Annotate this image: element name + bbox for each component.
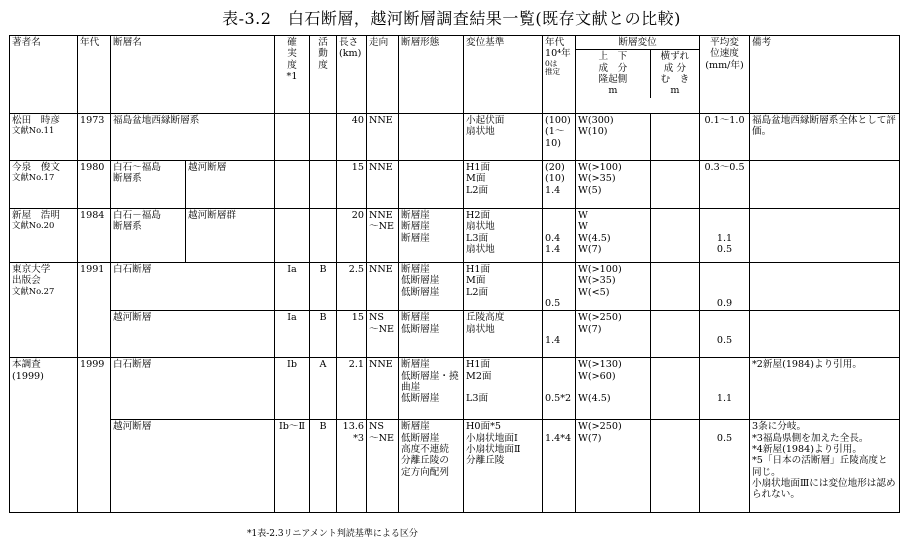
year-cell bbox=[78, 161, 111, 209]
activity-cell-text: B bbox=[319, 312, 327, 324]
fault-form-cell bbox=[399, 263, 464, 311]
length-cell-text: 2.5 bbox=[348, 264, 364, 275]
datum-cell bbox=[464, 420, 543, 513]
strike-cell bbox=[367, 420, 399, 513]
fault-name-cell-text: 白石断層 bbox=[113, 359, 152, 371]
datum-cell bbox=[464, 263, 543, 311]
fault-form-cell bbox=[399, 420, 464, 513]
fault-form-cell bbox=[399, 311, 464, 358]
strike-cell bbox=[367, 311, 399, 358]
fault-subname-cell-text: 越河断層群 bbox=[188, 210, 236, 221]
strike-cell-text: NNE ～NE bbox=[369, 210, 394, 233]
header-year: 年代 bbox=[78, 36, 111, 114]
fault-name-cell-text: 越河断層 bbox=[113, 421, 152, 433]
age-cell-text: (100) (1～ 10) bbox=[545, 115, 571, 149]
header-vertical: 上 下 成 分 隆起側 m bbox=[576, 50, 651, 97]
author-name: 今泉 俊文 bbox=[12, 162, 60, 173]
rate-cell-text: 0.9 bbox=[716, 297, 733, 309]
vertical-cell-text: W(>100) W(>35) W(<5) bbox=[578, 264, 622, 298]
year-cell-text: 1980 bbox=[80, 162, 105, 173]
remarks-cell bbox=[750, 209, 900, 263]
age-cell-text: 0.5*2 bbox=[545, 393, 572, 405]
age-cell-text: 0.5 bbox=[545, 297, 561, 309]
length-cell bbox=[337, 420, 367, 513]
strike-cell-text: NNE bbox=[369, 359, 393, 371]
remarks-cell-text: *2新屋(1984)より引用。 bbox=[752, 359, 862, 371]
year-cell-text: 1991 bbox=[80, 264, 105, 275]
header-fault-form: 断層形態 bbox=[399, 36, 464, 114]
rate-cell bbox=[700, 420, 750, 513]
lateral-cell bbox=[651, 263, 700, 311]
vertical-cell-text: W(>130) W(>60) W(4.5) bbox=[578, 359, 622, 405]
activity-cell bbox=[310, 358, 337, 420]
year-cell-text: 1973 bbox=[80, 115, 105, 126]
author-cell bbox=[10, 358, 78, 513]
strike-cell bbox=[367, 263, 399, 311]
age-cell-text: (20) (10) 1.4 bbox=[545, 162, 565, 196]
vertical-cell-text: W W W(4.5) W(7) bbox=[578, 210, 611, 255]
vertical-cell-text: W(>100) W(>35) W(5) bbox=[578, 162, 622, 196]
year-cell bbox=[78, 358, 111, 513]
fault-form-cell bbox=[399, 114, 464, 161]
length-cell bbox=[337, 358, 367, 420]
fault-name-cell bbox=[111, 114, 275, 161]
author-name: 本調査 (1999) bbox=[12, 359, 44, 382]
activity-cell bbox=[310, 263, 337, 311]
header-row bbox=[10, 36, 900, 114]
certainty-cell bbox=[275, 420, 310, 513]
rate-cell bbox=[700, 209, 750, 263]
lateral-cell bbox=[651, 420, 700, 513]
remarks-cell bbox=[750, 311, 900, 358]
remarks-cell-text: 3条に分岐。 *3福島県側を加えた全長。 *4新屋(1984)より引用。 *5「日本の活断層」丘陵高度と同じ。 小扇状地面Ⅲには変位地形は認められない。 bbox=[752, 421, 896, 501]
author-ref: 文献No.17 bbox=[12, 172, 55, 183]
rate-cell bbox=[700, 311, 750, 358]
footnote: *1表-2.3リニアメント判読基準による区分 bbox=[247, 529, 418, 539]
remarks-cell bbox=[750, 420, 900, 513]
datum-cell bbox=[464, 161, 543, 209]
author-name: 新屋 浩明 bbox=[12, 210, 60, 221]
strike-cell-text: NNE bbox=[369, 115, 393, 126]
strike-cell-text: NNE bbox=[369, 264, 393, 275]
header-activity: 活 動 度 bbox=[310, 36, 337, 114]
author-cell bbox=[10, 209, 78, 263]
fault-name-cell-text: 白石－福島 断層系 bbox=[113, 210, 161, 233]
rate-cell bbox=[700, 263, 750, 311]
fault-subname-cell-text: 越河断層 bbox=[188, 162, 227, 173]
header-lateral: 横ずれ 成 分 む き m bbox=[660, 51, 690, 97]
datum-cell-text: H1面 M面 L2面 bbox=[466, 162, 491, 196]
year-cell bbox=[78, 263, 111, 358]
rate-cell-text: 0.3～0.5 bbox=[704, 162, 745, 173]
table-row bbox=[10, 311, 900, 358]
activity-cell bbox=[310, 420, 337, 513]
year-cell bbox=[78, 114, 111, 161]
certainty-cell bbox=[275, 209, 310, 263]
results-table bbox=[9, 35, 900, 513]
age-cell-text: 1.4 bbox=[545, 334, 561, 346]
lateral-cell bbox=[651, 114, 700, 161]
fault-form-cell-text: 断層崖 低断層崖・撓 曲崖 低断層崖 bbox=[401, 359, 459, 405]
activity-cell bbox=[310, 161, 337, 209]
rate-cell bbox=[700, 358, 750, 420]
fault-name-cell bbox=[111, 311, 275, 358]
rate-cell-text: 1.1 bbox=[716, 393, 733, 405]
strike-cell bbox=[367, 209, 399, 263]
fault-subname-cell bbox=[186, 161, 275, 209]
author-cell bbox=[10, 161, 78, 209]
lateral-cell bbox=[651, 311, 700, 358]
rate-cell-text: 0.1～1.0 bbox=[704, 115, 745, 126]
length-cell-text: 13.6 *3 bbox=[342, 421, 364, 444]
vertical-cell-text: W(>250) W(7) bbox=[578, 421, 622, 444]
activity-cell-text: B bbox=[319, 421, 327, 433]
remarks-cell bbox=[750, 263, 900, 311]
age-cell-text: 0.4 1.4 bbox=[545, 232, 561, 255]
activity-cell bbox=[310, 114, 337, 161]
fault-name-cell-text: 白石～福島 断層系 bbox=[113, 162, 161, 185]
fault-name-cell bbox=[111, 358, 275, 420]
age-cell-text: 1.4*4 bbox=[545, 432, 572, 444]
vertical-cell bbox=[576, 311, 651, 358]
table-row bbox=[10, 358, 900, 420]
vertical-cell bbox=[576, 420, 651, 513]
year-cell-text: 1999 bbox=[80, 359, 105, 371]
header-length: 長さ (km) bbox=[337, 36, 367, 114]
rate-cell bbox=[700, 114, 750, 161]
fault-name-cell-text: 白石断層 bbox=[113, 264, 152, 275]
length-cell-text: 20 bbox=[351, 210, 364, 221]
age-cell bbox=[543, 311, 576, 358]
datum-cell-text: H1面 M2面 L3面 bbox=[466, 359, 492, 405]
certainty-cell-text: Ⅰb～Ⅱ bbox=[278, 421, 306, 433]
activity-cell-text: B bbox=[319, 264, 327, 275]
certainty-cell-text: Ⅰb bbox=[287, 359, 297, 371]
fault-form-cell-text: 断層崖 断層崖 断層崖 bbox=[401, 210, 430, 244]
year-cell bbox=[78, 209, 111, 263]
certainty-cell bbox=[275, 114, 310, 161]
age-cell bbox=[543, 161, 576, 209]
fault-form-cell bbox=[399, 209, 464, 263]
datum-cell bbox=[464, 358, 543, 420]
rate-cell-text: 0.5 bbox=[716, 334, 733, 346]
length-cell-text: 2.1 bbox=[348, 359, 364, 371]
header-author: 著者名 bbox=[10, 36, 78, 114]
length-cell bbox=[337, 263, 367, 311]
length-cell-text: 15 bbox=[351, 162, 364, 173]
length-cell-text: 15 bbox=[351, 312, 364, 324]
strike-cell bbox=[367, 161, 399, 209]
activity-cell-text: A bbox=[319, 359, 327, 371]
vertical-cell bbox=[576, 209, 651, 263]
fault-form-cell bbox=[399, 161, 464, 209]
header-rate: 平均変 位速度 (mm/年) bbox=[700, 36, 750, 114]
fault-subname-cell bbox=[186, 209, 275, 263]
vertical-cell bbox=[576, 263, 651, 311]
header-remarks: 備考 bbox=[750, 36, 900, 114]
fault-name-cell bbox=[111, 263, 275, 311]
lateral-cell bbox=[651, 161, 700, 209]
age-cell bbox=[543, 358, 576, 420]
length-cell bbox=[337, 161, 367, 209]
datum-cell-text: 丘陵高度 扇状地 bbox=[466, 312, 505, 335]
table-row bbox=[10, 420, 900, 513]
datum-cell bbox=[464, 209, 543, 263]
activity-cell bbox=[310, 209, 337, 263]
length-cell-text: 40 bbox=[351, 115, 364, 126]
age-cell bbox=[543, 209, 576, 263]
author-cell bbox=[10, 263, 78, 358]
length-cell bbox=[337, 114, 367, 161]
vertical-cell-text: W(300) W(10) bbox=[578, 115, 614, 138]
header-age: 年代 10⁴年 0は 推定 bbox=[543, 36, 576, 114]
age-cell bbox=[543, 420, 576, 513]
rate-cell-text: 0.5 bbox=[716, 432, 733, 444]
header-displacement bbox=[576, 36, 700, 114]
datum-cell-text: H2面 扇状地 L3面 扇状地 bbox=[466, 210, 495, 255]
table-title: 表-3.2 白石断層，越河断層調査結果一覧(既存文献との比較) bbox=[222, 9, 681, 28]
header-strike: 走向 bbox=[367, 36, 399, 114]
table-row bbox=[10, 209, 900, 263]
vertical-cell bbox=[576, 358, 651, 420]
table-row bbox=[10, 161, 900, 209]
header-displacement-label: 断層変位 bbox=[576, 36, 699, 50]
lateral-cell bbox=[651, 358, 700, 420]
activity-cell bbox=[310, 311, 337, 358]
certainty-cell-text: Ⅰa bbox=[287, 264, 297, 275]
age-cell bbox=[543, 114, 576, 161]
remarks-cell bbox=[750, 161, 900, 209]
fault-form-cell-text: 断層崖 低断層崖 bbox=[401, 312, 440, 335]
length-cell bbox=[337, 209, 367, 263]
header-certainty: 確 実 度 *1 bbox=[275, 36, 310, 114]
vertical-cell-text: W(>250) W(7) bbox=[578, 312, 622, 335]
datum-cell bbox=[464, 114, 543, 161]
certainty-cell bbox=[275, 358, 310, 420]
age-cell bbox=[543, 263, 576, 311]
strike-cell-text: NNE bbox=[369, 162, 393, 173]
strike-cell bbox=[367, 358, 399, 420]
author-ref: 文献No.11 bbox=[12, 125, 55, 136]
author-name: 松田 時彦 bbox=[12, 115, 60, 126]
certainty-cell bbox=[275, 311, 310, 358]
author-name: 東京大学 出版会 bbox=[12, 264, 51, 287]
fault-name-cell bbox=[111, 420, 275, 513]
rate-cell bbox=[700, 161, 750, 209]
fault-form-cell bbox=[399, 358, 464, 420]
certainty-cell bbox=[275, 161, 310, 209]
strike-cell-text: NS ～NE bbox=[369, 312, 394, 335]
header-fault-name: 断層名 bbox=[111, 36, 275, 114]
certainty-cell-text: Ⅰa bbox=[287, 312, 297, 324]
fault-name-cell-text: 越河断層 bbox=[113, 312, 152, 324]
author-ref: 文献No.20 bbox=[12, 220, 55, 231]
datum-cell-text: H0面*5 小扇状地面Ⅰ 小扇状地面Ⅱ 分離丘陵 bbox=[466, 421, 521, 467]
remarks-cell bbox=[750, 114, 900, 161]
lateral-cell bbox=[651, 209, 700, 263]
year-cell-text: 1984 bbox=[80, 210, 105, 221]
datum-cell-text: 小起伏面 扇状地 bbox=[466, 115, 505, 138]
author-cell bbox=[10, 114, 78, 161]
datum-cell bbox=[464, 311, 543, 358]
datum-cell-text: H1面 M面 L2面 bbox=[466, 264, 491, 298]
fault-name-cell bbox=[111, 161, 186, 209]
vertical-cell bbox=[576, 161, 651, 209]
fault-form-cell-text: 断層崖 低断層崖 高度不連続 分離丘陵の 定方向配列 bbox=[401, 421, 449, 478]
fault-form-cell-text: 断層崖 低断層崖 低断層崖 bbox=[401, 264, 440, 298]
fault-name-cell-text: 福島盆地西縁断層系 bbox=[113, 115, 200, 126]
vertical-cell bbox=[576, 114, 651, 161]
rate-cell-text: 1.1 0.5 bbox=[716, 232, 733, 255]
strike-cell-text: NS ～NE bbox=[369, 421, 394, 444]
strike-cell bbox=[367, 114, 399, 161]
certainty-cell bbox=[275, 263, 310, 311]
author-ref: 文献No.27 bbox=[12, 285, 55, 296]
remarks-cell bbox=[750, 358, 900, 420]
table-row bbox=[10, 114, 900, 161]
table-row bbox=[10, 263, 900, 311]
length-cell bbox=[337, 311, 367, 358]
fault-name-cell bbox=[111, 209, 186, 263]
header-datum: 変位基準 bbox=[464, 36, 543, 114]
remarks-cell-text: 福島盆地西縁断層系全体として評価。 bbox=[752, 115, 896, 138]
